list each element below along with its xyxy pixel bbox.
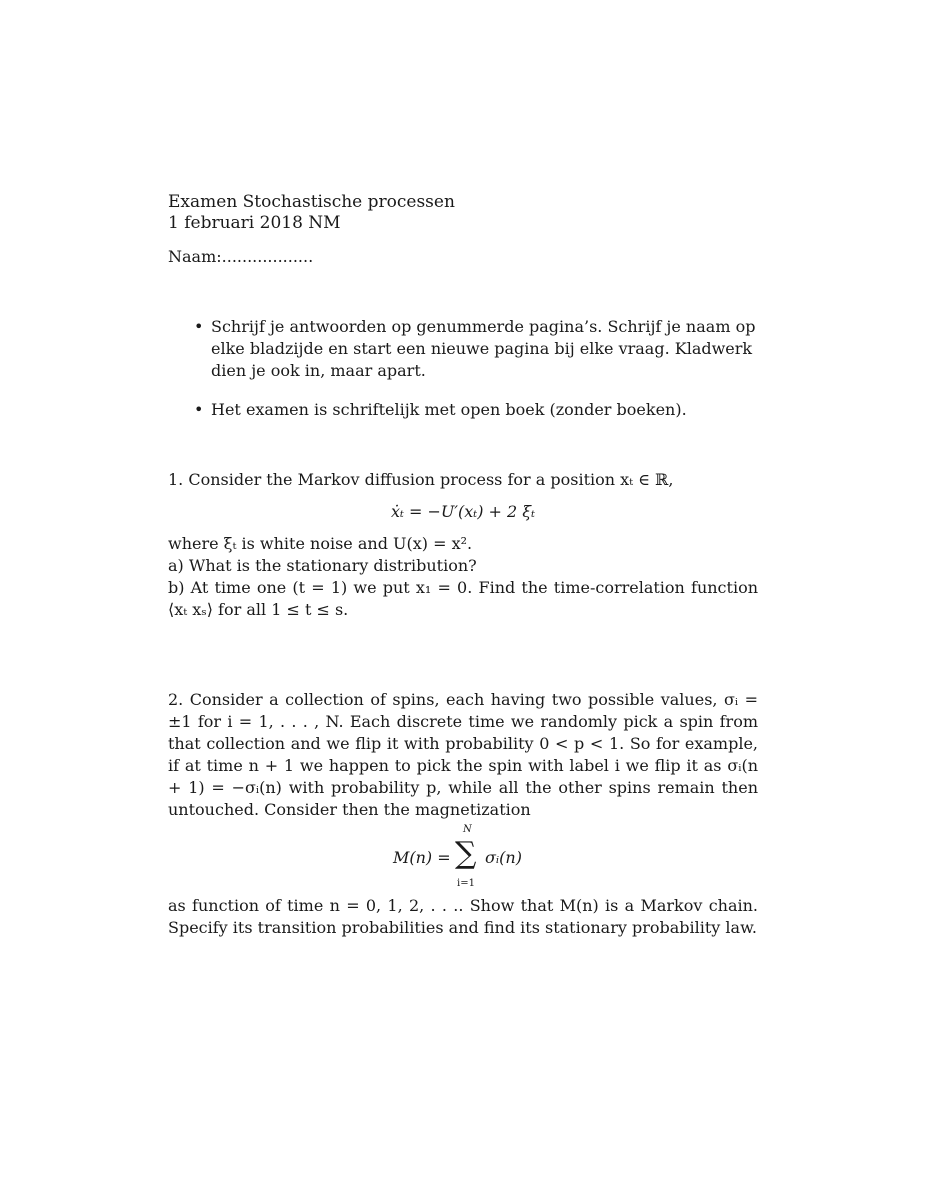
instruction-item [190,316,760,382]
name-field: Naam:.................. [168,247,314,266]
sum-symbol: ∑ [455,836,477,871]
exam-title [168,192,758,234]
bullet-icon: • [194,317,204,336]
question-1-intro: 1. Consider the Markov diffusion process for a position xₜ ∈ ℝ, [168,470,674,489]
question-1-part-a: a) What is the stationary distribution? [168,556,477,575]
question-1 [168,469,758,621]
title-line-2: 1 februari 2018 NM [168,213,341,233]
bullet-icon: • [194,400,204,419]
equation-lhs: M(n) = [393,848,451,867]
instructions-list [190,316,760,438]
instruction-item [190,399,760,421]
question-2-text: 2. Consider a collection of spins, each having two possible values, σᵢ = ±1 for i = 1, . . . , N. Each discrete time we randomly pick a spin from that collection and we flip it with probability 0 < p < 1. So for example, if at time n + 1 we happen to pick the spin with label i we flip it as σᵢ(n + 1) = −σᵢ(n) with probability p, while all the other spins remain then untouched. Consider then the magnetization [168,690,758,819]
sum-lower-limit: i=1 [457,878,475,889]
instruction-text: Schrijf je antwoorden op genummerde pagina’s. Schrijf je naam op elke bladzijde en start een nieuwe pagina bij elke vraag. Kladwerk dien je ook in, maar apart. [211,317,756,380]
question-1-where: where ξₜ is white noise and U(x) = x². [168,534,473,553]
sum-upper-limit: N [463,824,472,835]
question-2 [168,689,758,939]
question-1-part-b: b) At time one (t = 1) we put x₁ = 0. Find the time-correlation function ⟨xₜ xₛ⟩ for all 1 ≤ t ≤ s. [168,578,758,619]
title-line-1: Examen Stochastische processen [168,192,455,212]
instruction-text: Het examen is schriftelijk met open boek (zonder boeken). [211,400,687,419]
equation-rhs: σᵢ(n) [485,848,522,867]
question-2-followup: as function of time n = 0, 1, 2, . . .. Show that M(n) is a Markov chain. Specify its transition probabilities and find its stationary probability law. [168,896,758,937]
magnetization-equation [168,825,758,891]
question-1-equation: ẋₜ = −U′(xₜ) + 2 ξₜ [390,502,536,521]
